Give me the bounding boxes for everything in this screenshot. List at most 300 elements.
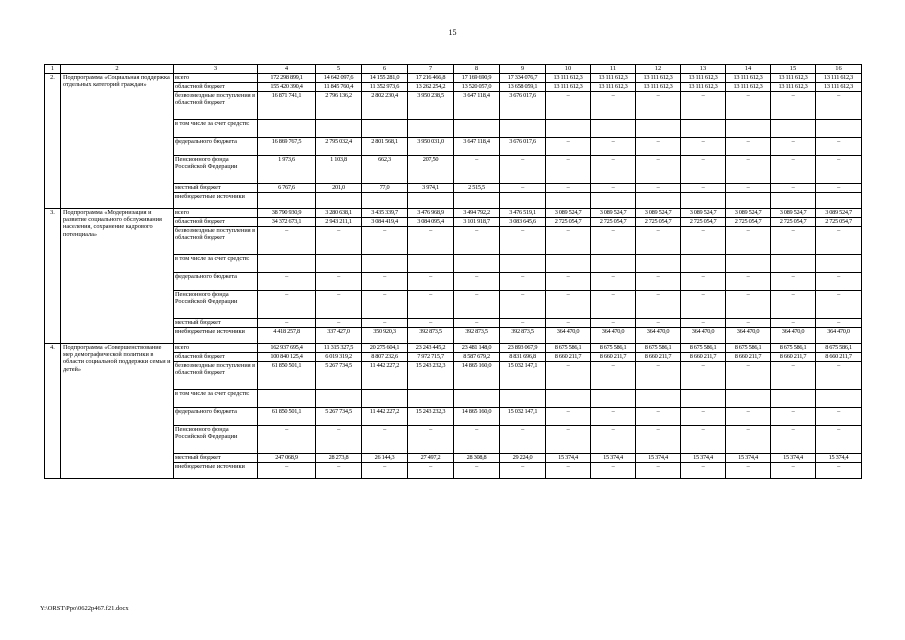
value-cell [636,193,681,209]
value-cell: 662,3 [362,156,408,184]
value-cell: – [771,156,816,184]
value-cell: 8 675 586,1 [591,344,636,353]
value-cell [500,120,546,138]
value-cell: 13 111 612,3 [816,74,862,83]
value-cell: 13 111 612,3 [546,83,591,92]
value-cell: 2 801 568,1 [362,138,408,156]
value-cell: 2 795 032,4 [316,138,362,156]
value-cell [726,193,771,209]
value-cell: – [362,463,408,479]
header-cell: 5 [316,65,362,74]
value-cell: 34 372 673,1 [258,218,316,227]
header-cell: 16 [816,65,862,74]
value-cell: 3 089 524,7 [591,209,636,218]
value-cell: 172 298 899,1 [258,74,316,83]
header-cell: 3 [174,65,258,74]
value-cell [816,390,862,408]
value-cell: – [500,184,546,193]
value-cell: 38 790 930,9 [258,209,316,218]
funding-source-label: Пенсионного фонда Российской Федерации [174,426,258,454]
value-cell: – [771,408,816,426]
value-cell [771,193,816,209]
value-cell: 364 470,0 [546,328,591,344]
value-cell: 17 169 690,9 [454,74,500,83]
value-cell: 3 101 918,7 [454,218,500,227]
value-cell: 3 083 645,6 [500,218,546,227]
value-cell: 2 725 054,7 [546,218,591,227]
value-cell: 20 275 604,1 [362,344,408,353]
value-cell: 8 675 586,1 [546,344,591,353]
value-cell: – [316,273,362,291]
value-cell: – [771,426,816,454]
value-cell: – [816,362,862,390]
value-cell [546,193,591,209]
value-cell: – [636,319,681,328]
value-cell: – [258,319,316,328]
value-cell: 15 243 232,3 [408,408,454,426]
value-cell: 2 943 211,1 [316,218,362,227]
value-cell: – [591,408,636,426]
value-cell: 77,0 [362,184,408,193]
value-cell: 364 470,0 [591,328,636,344]
funding-source-label: областной бюджет [174,218,258,227]
value-cell [362,193,408,209]
value-cell: 14 865 160,0 [454,408,500,426]
value-cell: – [546,227,591,255]
value-cell: – [636,426,681,454]
subprogram-title: Подпрограмма «Социальная поддержка отдельных категорий граждан» [61,74,174,209]
value-cell: – [771,362,816,390]
value-cell: 2 802 230,4 [362,92,408,120]
value-cell: 11 442 227,2 [362,362,408,390]
value-cell: – [362,273,408,291]
section-number: 3. [45,209,61,344]
value-cell: 61 850 501,1 [258,362,316,390]
value-cell: 11 315 327,5 [316,344,362,353]
value-cell: 337 427,0 [316,328,362,344]
value-cell [258,120,316,138]
value-cell: 13 111 612,3 [546,74,591,83]
value-cell: 3 280 638,1 [316,209,362,218]
value-cell [636,120,681,138]
value-cell [546,255,591,273]
value-cell: – [546,184,591,193]
header-cell: 2 [61,65,174,74]
value-cell: 16 869 767,5 [258,138,316,156]
value-cell: – [591,156,636,184]
value-cell: 2 725 054,7 [681,218,726,227]
value-cell: 26 144,3 [362,454,408,463]
funding-source-label: федерального бюджета [174,138,258,156]
value-cell: – [771,273,816,291]
value-cell: 13 111 612,3 [681,74,726,83]
value-cell [591,255,636,273]
funding-source-label: безвозмездные поступления в областной бюджет [174,227,258,255]
value-cell: 15 374,4 [636,454,681,463]
value-cell: 3 084 095,4 [408,218,454,227]
value-cell: – [258,291,316,319]
value-cell: 8 660 211,7 [726,353,771,362]
value-cell: 15 032 147,1 [500,408,546,426]
value-cell: – [726,184,771,193]
value-cell: – [591,362,636,390]
value-cell: – [681,463,726,479]
value-cell: 27 497,2 [408,454,454,463]
value-cell: – [681,426,726,454]
funding-source-label: всего [174,209,258,218]
value-cell: – [681,319,726,328]
value-cell [681,255,726,273]
value-cell: – [681,92,726,120]
header-cell: 11 [591,65,636,74]
value-cell: 207,50 [408,156,454,184]
value-cell [258,193,316,209]
value-cell: 13 111 612,3 [681,83,726,92]
value-cell [316,193,362,209]
value-cell: – [454,319,500,328]
value-cell [726,255,771,273]
header-cell: 6 [362,65,408,74]
value-cell [316,390,362,408]
value-cell: 364 470,0 [816,328,862,344]
value-cell: 23 243 445,2 [408,344,454,353]
value-cell: – [500,273,546,291]
funding-source-label: внебюджетные источники [174,463,258,479]
header-cell: 8 [454,65,500,74]
value-cell [258,255,316,273]
value-cell: 13 111 612,3 [591,74,636,83]
value-cell: 3 089 524,7 [816,209,862,218]
value-cell: – [408,463,454,479]
value-cell [591,390,636,408]
value-cell: – [258,227,316,255]
value-cell: 13 658 059,1 [500,83,546,92]
value-cell [591,120,636,138]
value-cell: – [816,156,862,184]
value-cell: – [816,319,862,328]
value-cell [500,255,546,273]
value-cell: 3 494 792,2 [454,209,500,218]
value-cell: 3 089 524,7 [771,209,816,218]
value-cell: – [816,184,862,193]
funding-source-label: в том числе за счет средств: [174,390,258,408]
value-cell: – [726,426,771,454]
value-cell: – [500,227,546,255]
value-cell: – [546,92,591,120]
value-cell: 8 587 679,2 [454,353,500,362]
value-cell: – [726,227,771,255]
value-cell: 2 725 054,7 [591,218,636,227]
value-cell: – [726,319,771,328]
section-number: 4. [45,344,61,479]
value-cell: 201,0 [316,184,362,193]
value-cell: – [591,138,636,156]
value-cell: – [362,426,408,454]
funding-source-label: местный бюджет [174,184,258,193]
value-cell: – [316,463,362,479]
funding-source-label: Пенсионного фонда Российской Федерации [174,156,258,184]
header-cell: 1 [45,65,61,74]
value-cell: 2 725 054,7 [636,218,681,227]
value-cell: 13 262 254,2 [408,83,454,92]
value-cell: 1 103,8 [316,156,362,184]
value-cell: – [726,291,771,319]
value-cell: 8 675 586,1 [726,344,771,353]
value-cell: – [726,92,771,120]
value-cell [408,120,454,138]
value-cell: 23 481 148,0 [454,344,500,353]
value-cell: 15 032 147,1 [500,362,546,390]
value-cell: – [591,273,636,291]
value-cell: – [362,291,408,319]
header-cell: 13 [681,65,726,74]
value-cell: – [816,291,862,319]
header-row [45,65,862,74]
value-cell: – [546,426,591,454]
value-cell: – [726,138,771,156]
value-cell: – [681,273,726,291]
value-cell: 13 111 612,3 [591,83,636,92]
value-cell: – [816,463,862,479]
value-cell [546,390,591,408]
value-cell: 8 660 211,7 [546,353,591,362]
table-row [45,74,862,83]
value-cell: – [500,291,546,319]
value-cell: – [454,273,500,291]
value-cell [500,193,546,209]
funding-source-label: федерального бюджета [174,273,258,291]
value-cell: – [591,184,636,193]
value-cell: – [546,362,591,390]
funding-source-label: областной бюджет [174,83,258,92]
value-cell: 3 089 524,7 [546,209,591,218]
value-cell: 3 435 339,7 [362,209,408,218]
budget-table [44,64,862,479]
value-cell: 8 660 211,7 [816,353,862,362]
value-cell: – [454,291,500,319]
value-cell: 100 840 125,4 [258,353,316,362]
value-cell: – [258,273,316,291]
value-cell: – [816,408,862,426]
funding-source-label: безвозмездные поступления в областной бюджет [174,362,258,390]
value-cell: – [771,92,816,120]
funding-source-label: внебюджетные источники [174,193,258,209]
value-cell: 8 675 586,1 [636,344,681,353]
value-cell: – [636,138,681,156]
value-cell [816,193,862,209]
value-cell: – [258,463,316,479]
value-cell: 392 873,5 [408,328,454,344]
value-cell: – [454,156,500,184]
value-cell: 2 515,5 [454,184,500,193]
funding-source-label: в том числе за счет средств: [174,255,258,273]
value-cell: – [258,426,316,454]
value-cell: 15 374,4 [546,454,591,463]
value-cell [816,120,862,138]
value-cell: – [454,463,500,479]
value-cell: – [316,291,362,319]
footer-file-path: Y:\ORST\Ppo\0622p467.f21.docx [40,605,129,612]
value-cell: 8 660 211,7 [681,353,726,362]
value-cell [408,390,454,408]
funding-source-label: местный бюджет [174,454,258,463]
value-cell: 6 767,6 [258,184,316,193]
value-cell: – [681,138,726,156]
value-cell: 3 950 031,0 [408,138,454,156]
value-cell: 8 831 696,8 [500,353,546,362]
funding-source-label: областной бюджет [174,353,258,362]
value-cell: 28 308,8 [454,454,500,463]
value-cell [816,255,862,273]
value-cell: – [362,227,408,255]
value-cell: – [636,291,681,319]
value-cell: 13 111 612,3 [771,83,816,92]
value-cell: 5 267 734,5 [316,408,362,426]
value-cell: 13 111 612,3 [726,83,771,92]
value-cell: – [591,463,636,479]
subprogram-title: Подпрограмма «Модернизация и развитие социального обслуживания населения, сохранение кадрового потенциала» [61,209,174,344]
value-cell: – [408,227,454,255]
value-cell: 3 647 118,4 [454,92,500,120]
value-cell: 15 374,4 [681,454,726,463]
value-cell: 364 470,0 [771,328,816,344]
value-cell: – [771,184,816,193]
value-cell [408,193,454,209]
value-cell: – [726,408,771,426]
value-cell [316,255,362,273]
value-cell: – [636,156,681,184]
value-cell: – [546,156,591,184]
page-number: 15 [448,28,457,37]
value-cell: – [408,426,454,454]
value-cell [636,390,681,408]
value-cell: 3 476 968,9 [408,209,454,218]
table-row [45,209,862,218]
value-cell [500,390,546,408]
value-cell: 15 374,4 [771,454,816,463]
value-cell: – [816,138,862,156]
value-cell [258,390,316,408]
value-cell: – [408,273,454,291]
value-cell: 17 216 466,8 [408,74,454,83]
value-cell: – [591,227,636,255]
value-cell: – [591,426,636,454]
value-cell [316,120,362,138]
value-cell: 1 973,6 [258,156,316,184]
header-cell: 10 [546,65,591,74]
value-cell: – [771,227,816,255]
value-cell: 3 084 419,4 [362,218,408,227]
value-cell: 392 873,5 [454,328,500,344]
value-cell: 7 972 715,7 [408,353,454,362]
value-cell: – [500,156,546,184]
value-cell: – [636,362,681,390]
value-cell: 3 089 524,7 [726,209,771,218]
value-cell: – [546,463,591,479]
value-cell: 8 675 586,1 [771,344,816,353]
value-cell: 364 470,0 [726,328,771,344]
header-cell: 14 [726,65,771,74]
subprogram-title: Подпрограмма «Совершенствование мер демографической политики в области социальной поддержки семьи и детей» [61,344,174,479]
value-cell: 392 873,5 [500,328,546,344]
value-cell: – [454,227,500,255]
header-cell: 4 [258,65,316,74]
value-cell [681,390,726,408]
value-cell: – [681,184,726,193]
value-cell: 8 807 232,6 [362,353,408,362]
value-cell: 247 068,9 [258,454,316,463]
value-cell: 11 352 973,6 [362,83,408,92]
value-cell: 5 267 734,5 [316,362,362,390]
value-cell [681,120,726,138]
value-cell: – [681,408,726,426]
value-cell: 3 950 238,5 [408,92,454,120]
value-cell: – [681,156,726,184]
value-cell: – [726,463,771,479]
value-cell: 15 374,4 [591,454,636,463]
value-cell: – [771,291,816,319]
value-cell: – [316,227,362,255]
value-cell [726,390,771,408]
value-cell: 8 675 586,1 [681,344,726,353]
table-row [45,344,862,353]
value-cell: – [316,426,362,454]
value-cell: – [636,227,681,255]
value-cell: 13 111 612,3 [771,74,816,83]
value-cell: – [408,291,454,319]
value-cell: 8 660 211,7 [591,353,636,362]
value-cell [362,120,408,138]
value-cell [771,390,816,408]
funding-source-label: в том числе за счет средств: [174,120,258,138]
value-cell: 3 476 519,1 [500,209,546,218]
header-cell: 15 [771,65,816,74]
header-cell: 7 [408,65,454,74]
value-cell [546,120,591,138]
funding-source-label: Пенсионного фонда Российской Федерации [174,291,258,319]
value-cell: – [546,273,591,291]
value-cell [454,120,500,138]
value-cell: 3 647 118,4 [454,138,500,156]
value-cell: 13 111 612,3 [636,74,681,83]
value-cell: 28 273,8 [316,454,362,463]
value-cell: 8 675 586,1 [816,344,862,353]
value-cell: – [636,408,681,426]
value-cell: – [816,92,862,120]
value-cell: 2 796 136,2 [316,92,362,120]
value-cell: – [500,463,546,479]
value-cell: 3 676 017,6 [500,92,546,120]
value-cell: – [636,273,681,291]
value-cell: – [591,319,636,328]
value-cell [454,255,500,273]
value-cell: 17 334 076,7 [500,74,546,83]
value-cell: – [726,156,771,184]
value-cell: – [454,426,500,454]
value-cell: 29 224,0 [500,454,546,463]
value-cell: 14 155 281,0 [362,74,408,83]
value-cell [408,255,454,273]
value-cell [771,255,816,273]
value-cell: 13 520 057,0 [454,83,500,92]
funding-source-label: всего [174,74,258,83]
funding-source-label: федерального бюджета [174,408,258,426]
value-cell: 3 089 524,7 [636,209,681,218]
value-cell: – [591,92,636,120]
value-cell: – [681,362,726,390]
value-cell: 16 871 741,1 [258,92,316,120]
value-cell: 364 470,0 [636,328,681,344]
